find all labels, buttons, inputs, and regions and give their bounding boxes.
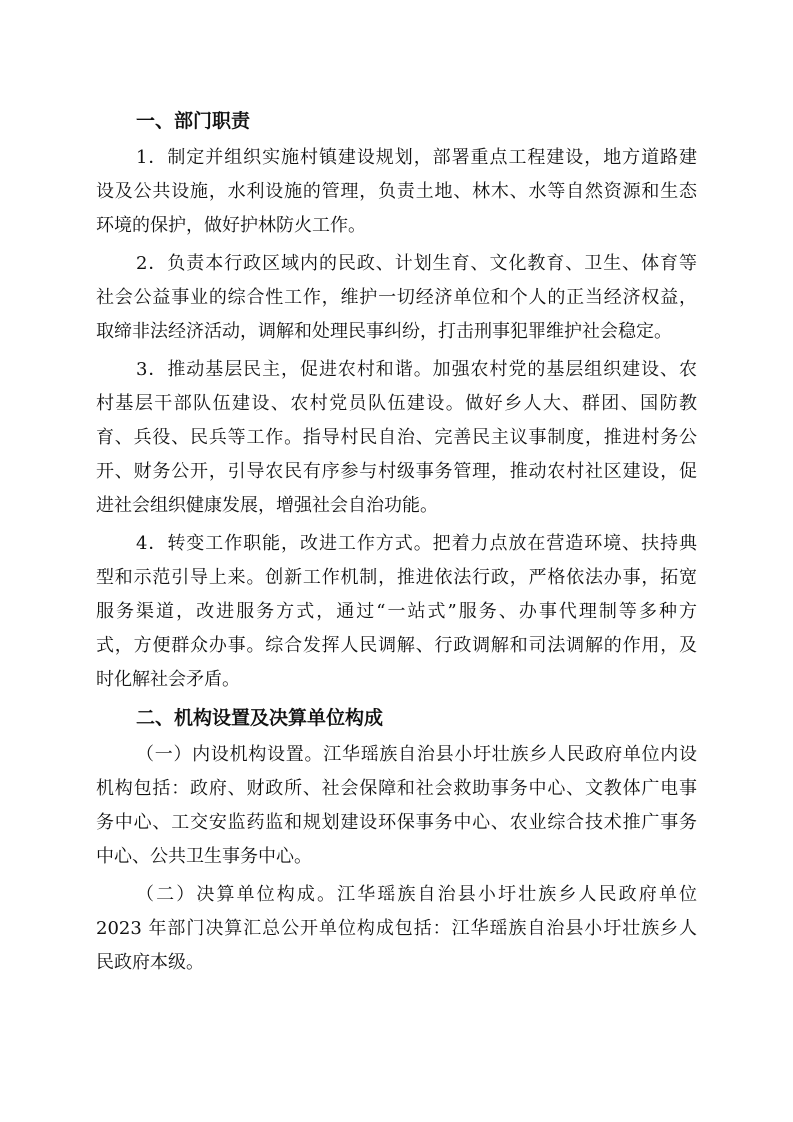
paragraph-duty-2 bbox=[96, 247, 697, 349]
text-line: 开、财务公开，引导农民有序参与村级事务管理，推动农村社区建设，促 bbox=[96, 461, 697, 482]
text-line: 育、兵役、民兵等工作。指导村民自治、完善民主议事制度，推进村务公 bbox=[96, 427, 697, 448]
text-line: 务中心、工交安监药监和规划建设环保事务中心、农业综合技术推广事务 bbox=[96, 812, 697, 833]
text-line: 4．转变工作职能，改进工作方式。把着力点放在营造环境、扶持典 bbox=[136, 533, 697, 554]
text-line: 时化解社会矛盾。 bbox=[96, 669, 240, 690]
text-line: 设及公共设施，水利设施的管理，负责土地、林木、水等自然资源和生态 bbox=[96, 181, 697, 202]
text-line: 社会公益事业的综合性工作，维护一切经济单位和个人的正当经济权益， bbox=[96, 287, 697, 308]
paragraph-duty-3 bbox=[96, 353, 697, 523]
text-line: 2023 年部门决算汇总公开单位构成包括：江华瑶族自治县小圩壮族乡人 bbox=[96, 918, 697, 939]
section-heading-duties: 一、部门职责 bbox=[136, 110, 251, 132]
paragraph-duty-4 bbox=[96, 527, 697, 697]
section-heading-organization: 二、机构设置及决算单位构成 bbox=[136, 707, 384, 729]
text-line: 取缔非法经济活动，调解和处理民事纠纷，打击刑事犯罪维护社会稳定。 bbox=[96, 321, 672, 342]
text-line: 1．制定并组织实施村镇建设规划，部署重点工程建设，地方道路建 bbox=[136, 147, 697, 168]
text-line: 中心、公共卫生事务中心。 bbox=[96, 846, 312, 867]
text-line: 服务渠道，改进服务方式，通过“一站式”服务、办事代理制等多种方 bbox=[96, 601, 697, 622]
paragraph-final-account-units bbox=[96, 878, 697, 980]
document-page bbox=[96, 104, 697, 984]
text-line: 村基层干部队伍建设、农村党员队伍建设。做好乡人大、群团、国防教 bbox=[96, 393, 697, 414]
text-line: 民政府本级。 bbox=[96, 952, 204, 973]
text-line: 机构包括：政府、财政所、社会保障和社会救助事务中心、文教体广电事 bbox=[96, 778, 697, 799]
paragraph-duty-1 bbox=[96, 141, 697, 243]
text-line: （一）内设机构设置。江华瑶族自治县小圩壮族乡人民政府单位内设 bbox=[136, 744, 697, 765]
paragraph-internal-institutions bbox=[96, 738, 697, 874]
text-line: 环境的保护，做好护林防火工作。 bbox=[96, 215, 366, 236]
text-line: 进社会组织健康发展，增强社会自治功能。 bbox=[96, 495, 438, 516]
text-line: 2．负责本行政区域内的民政、计划生育、文化教育、卫生、体育等 bbox=[136, 253, 697, 274]
text-line: 3．推动基层民主，促进农村和谐。加强农村党的基层组织建设、农 bbox=[136, 359, 697, 380]
text-line: （二）决算单位构成。江华瑶族自治县小圩壮族乡人民政府单位 bbox=[136, 884, 697, 905]
text-line: 式，方便群众办事。综合发挥人民调解、行政调解和司法调解的作用，及 bbox=[96, 635, 697, 656]
text-line: 型和示范引导上来。创新工作机制，推进依法行政，严格依法办事，拓宽 bbox=[96, 567, 697, 588]
